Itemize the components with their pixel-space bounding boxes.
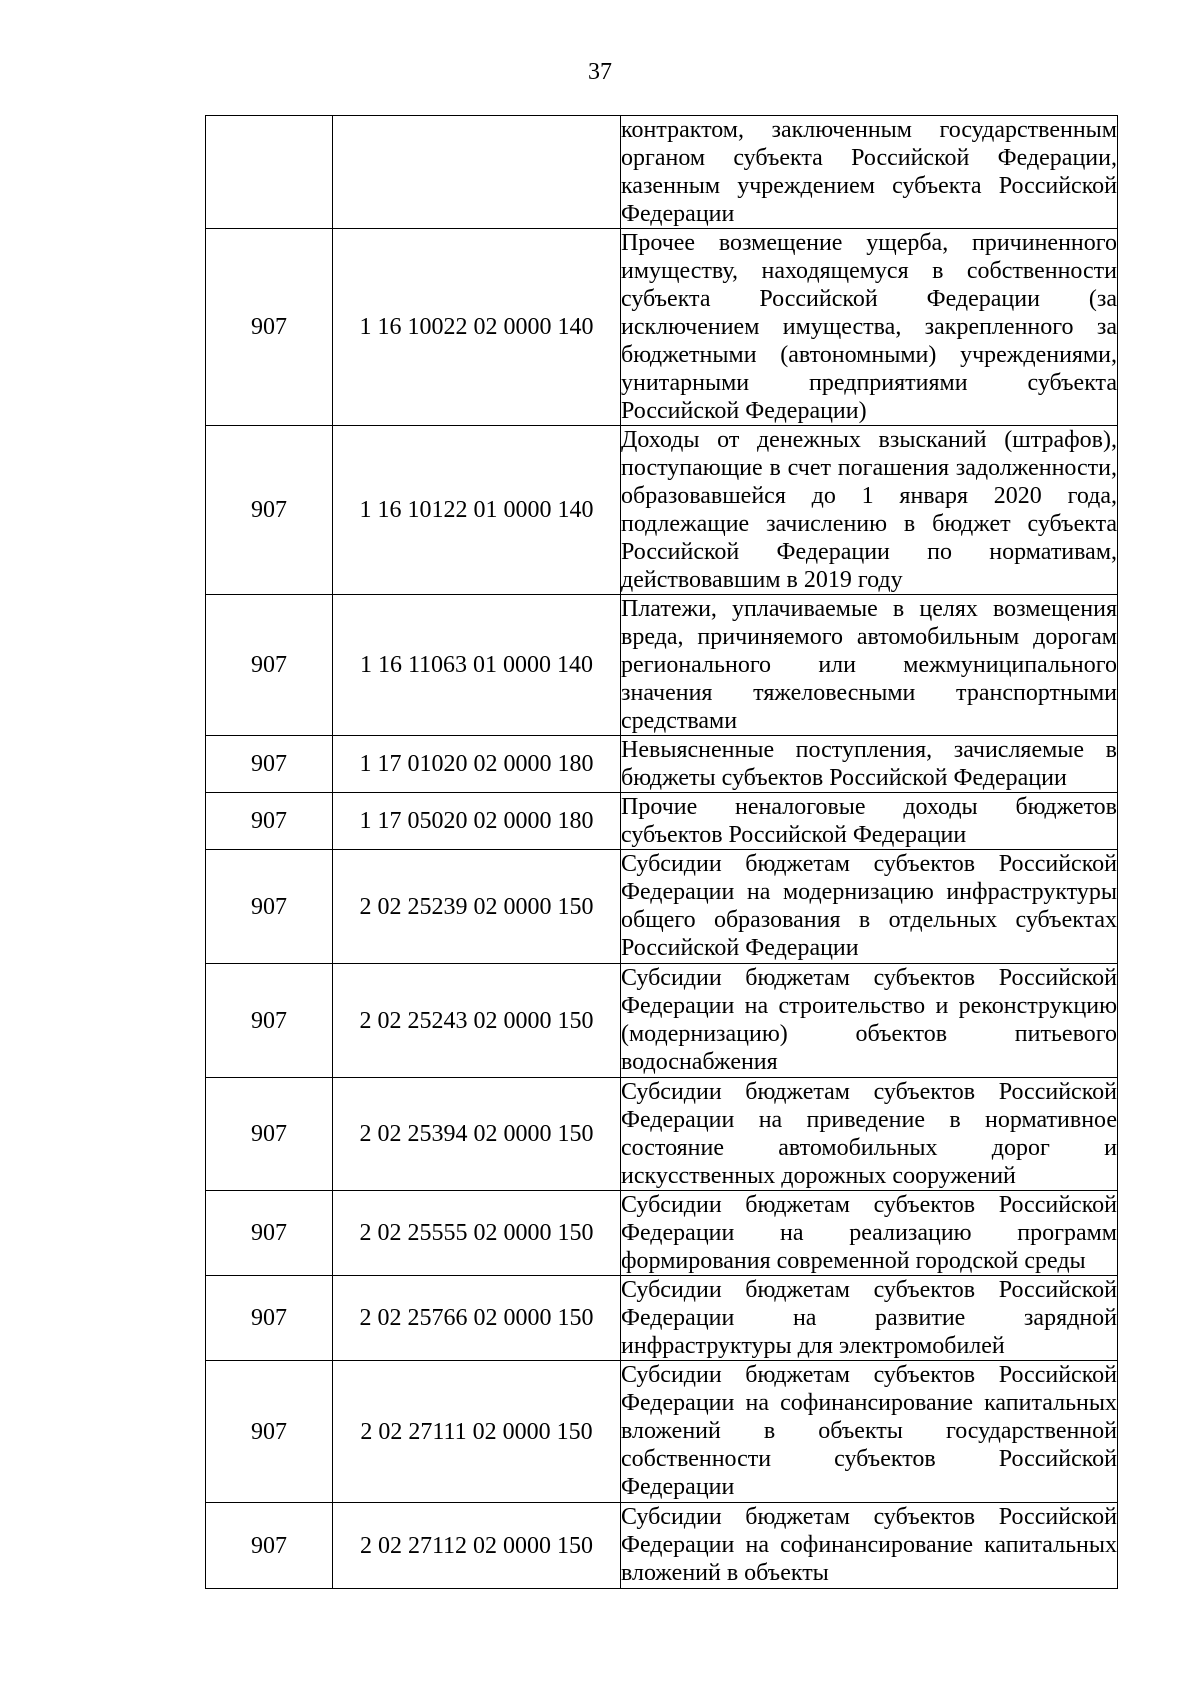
description-cell: Субсидии бюджетам субъектов Российской Федерации на модернизацию инфраструктуры общего образования в отдельных субъектах Российской Федерации bbox=[621, 850, 1118, 964]
description-cell: контрактом, заключенным государственным органом субъекта Российской Федерации, казенным учреждением субъекта Российской Федерации bbox=[621, 117, 1117, 227]
revenue-codes-table bbox=[205, 115, 1118, 1589]
admin-code-cell: 907 bbox=[206, 850, 333, 964]
revenue-code-cell: 2 02 27111 02 0000 150 bbox=[333, 1361, 621, 1503]
table-row bbox=[206, 793, 1118, 850]
revenue-code-cell: 2 02 25243 02 0000 150 bbox=[333, 964, 621, 1078]
table-row bbox=[206, 964, 1118, 1078]
admin-code-cell: 907 bbox=[206, 964, 333, 1078]
table-row bbox=[206, 736, 1118, 793]
table-row bbox=[206, 1276, 1118, 1361]
revenue-code-cell: 1 17 01020 02 0000 180 bbox=[333, 736, 621, 793]
admin-code-cell: 907 bbox=[206, 1503, 333, 1589]
admin-code-cell: 907 bbox=[206, 793, 333, 850]
revenue-code-cell bbox=[333, 116, 621, 229]
admin-code-cell: 907 bbox=[206, 1361, 333, 1503]
revenue-code-cell: 1 16 10122 01 0000 140 bbox=[333, 426, 621, 595]
table-row bbox=[206, 1361, 1118, 1503]
admin-code-cell: 907 bbox=[206, 595, 333, 736]
table-row bbox=[206, 1503, 1118, 1589]
revenue-code-cell: 2 02 25394 02 0000 150 bbox=[333, 1078, 621, 1191]
description-cell: Субсидии бюджетам субъектов Российской Федерации на строительство и реконструкцию (модернизацию) объектов питьевого водоснабжения bbox=[621, 964, 1118, 1078]
admin-code-cell: 907 bbox=[206, 1078, 333, 1191]
revenue-code-cell: 2 02 25766 02 0000 150 bbox=[333, 1276, 621, 1361]
revenue-code-cell: 1 17 05020 02 0000 180 bbox=[333, 793, 621, 850]
table-row bbox=[206, 1191, 1118, 1276]
table-row bbox=[206, 1078, 1118, 1191]
description-cell: Прочее возмещение ущерба, причиненного имуществу, находящемуся в собственности субъекта Российской Федерации (за исключением имущества, закрепленного за бюджетными (автономными) учреждениями, унитарными предприятиями субъекта Российской Федерации) bbox=[621, 230, 1117, 424]
admin-code-cell: 907 bbox=[206, 736, 333, 793]
description-cell: Субсидии бюджетам субъектов Российской Федерации на приведение в нормативное состояние автомобильных дорог и искусственных дорожных сооружений bbox=[621, 1079, 1117, 1189]
revenue-code-cell: 1 16 10022 02 0000 140 bbox=[333, 229, 621, 426]
table-row bbox=[206, 426, 1118, 595]
description-cell: Доходы от денежных взысканий (штрафов), поступающие в счет погашения задолженности, образовавшейся до 1 января 2020 года, подлежащие зачислению в бюджет субъекта Российской Федерации по нормативам, действовавшим в 2019 году bbox=[621, 427, 1117, 593]
admin-code-cell: 907 bbox=[206, 1191, 333, 1276]
revenue-code-cell: 2 02 27112 02 0000 150 bbox=[333, 1503, 621, 1589]
table-row bbox=[206, 229, 1118, 426]
revenue-code-cell: 2 02 25555 02 0000 150 bbox=[333, 1191, 621, 1276]
table-row bbox=[206, 595, 1118, 736]
admin-code-cell: 907 bbox=[206, 426, 333, 595]
admin-code-cell: 907 bbox=[206, 1276, 333, 1361]
page-number: 37 bbox=[588, 59, 612, 85]
admin-code-cell: 907 bbox=[206, 229, 333, 426]
admin-code-cell bbox=[206, 116, 333, 229]
description-cell: Субсидии бюджетам субъектов Российской Федерации на развитие зарядной инфраструктуры для электромобилей bbox=[621, 1277, 1117, 1359]
description-cell: Субсидии бюджетам субъектов Российской Федерации на реализацию программ формирования современной городской среды bbox=[621, 1192, 1117, 1274]
description-cell: Прочие неналоговые доходы бюджетов субъектов Российской Федерации bbox=[621, 794, 1117, 848]
revenue-code-cell: 1 16 11063 01 0000 140 bbox=[333, 595, 621, 736]
description-cell: Платежи, уплачиваемые в целях возмещения вреда, причиняемого автомобильным дорогам регионального или межмуниципального значения тяжеловесными транспортными средствами bbox=[621, 596, 1117, 734]
table-row bbox=[206, 850, 1118, 964]
revenue-code-cell: 2 02 25239 02 0000 150 bbox=[333, 850, 621, 964]
description-cell: Субсидии бюджетам субъектов Российской Федерации на софинансирование капитальных вложений в объекты bbox=[621, 1503, 1118, 1589]
description-cell: Невыясненные поступления, зачисляемые в бюджеты субъектов Российской Федерации bbox=[621, 737, 1117, 791]
description-cell: Субсидии бюджетам субъектов Российской Федерации на софинансирование капитальных вложений в объекты государственной собственности субъектов Российской Федерации bbox=[621, 1361, 1118, 1503]
table-row bbox=[206, 116, 1118, 229]
